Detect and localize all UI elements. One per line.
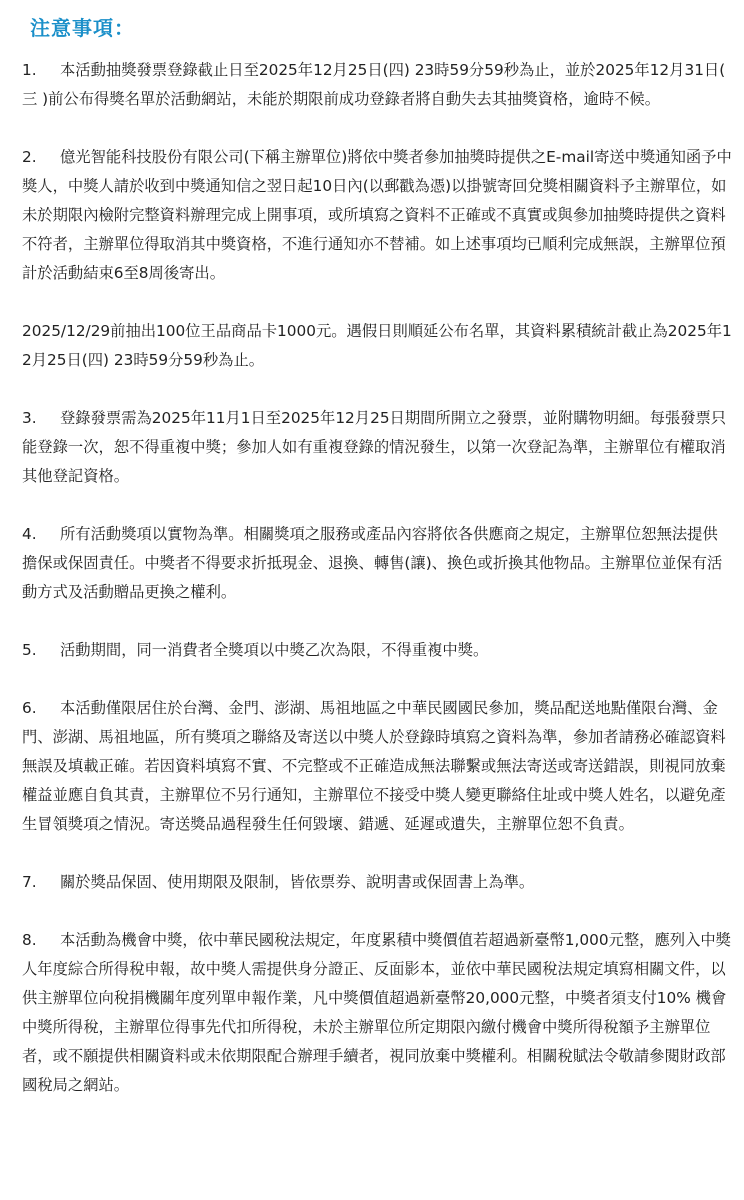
item-number: 8. (22, 931, 37, 949)
notice-item-2 (22, 143, 732, 288)
notice-item-4 (22, 520, 732, 607)
notice-item-7 (22, 868, 732, 897)
notice-list (22, 56, 732, 1129)
item-number: 5. (22, 641, 37, 659)
item-text: 2025/12/29前抽出100位王品商品卡1000元。遇假日則順延公布名單，其資料累積統計截止為2025年12月25日(四) 23時59分59秒為止。 (22, 322, 732, 369)
item-text: 本活動抽獎發票登錄截止日至2025年12月25日(四) 23時59分59秒為止，並於2025年12月31日( 三 )前公布得獎名單於活動網站，未能於期限前成功登錄者將自動失去其抽獎資格，逾時不候。 (22, 61, 726, 108)
notice-item-3 (22, 404, 732, 491)
notice-item-6 (22, 694, 732, 839)
notice-heading: 注意事項： (30, 16, 135, 40)
notice-item-5 (22, 636, 732, 665)
notice-item-1 (22, 56, 732, 114)
item-text: 本活動僅限居住於台灣、金門、澎湖、馬祖地區之中華民國國民參加，獎品配送地點僅限台灣、金門、澎湖、馬祖地區，所有獎項之聯絡及寄送以中獎人於登錄時填寫之資料為準，參加者請務必確認資料無誤及填載正確。若因資料填寫不實、不完整或不正確造成無法聯繫或無法寄送或寄送錯誤，則視同放棄權益並應自負其責，主辦單位不另行通知，主辦單位不接受中獎人變更聯絡住址或中獎人姓名，以避免產生冒領獎項之情況。寄送獎品過程發生任何毀壞、錯遞、延遲或遺失，主辦單位恕不負責。 (22, 699, 726, 833)
item-number: 6. (22, 699, 37, 717)
item-text: 本活動為機會中獎，依中華民國稅法規定，年度累積中獎價值若超過新臺幣1,000元整，應列入中獎人年度綜合所得稅申報，故中獎人需提供身分證正、反面影本，並依中華民國稅法規定填寫相關文件，以供主辦單位向稅捐機關年度列單申報作業，凡中獎價值超過新臺幣20,000元整，中獎者須支付10% 機會中獎所得稅，主辦單位得事先代扣所得稅，未於主辦單位所定期限內繳付機會中獎所得稅額予主辦單位者，或不願提供相關資料或未依期限配合辦理手續者，視同放棄中獎權利。相關稅賦法令敬請參閱財政部國稅局之網站。 (22, 931, 731, 1094)
item-text: 所有活動獎項以實物為準。相關獎項之服務或產品內容將依各供應商之規定，主辦單位恕無法提供擔保或保固責任。中獎者不得要求折抵現金、退換、轉售(讓)、換色或折換其他物品。主辦單位並保有活動方式及活動贈品更換之權利。 (22, 525, 723, 601)
item-number: 3. (22, 409, 37, 427)
item-number: 4. (22, 525, 37, 543)
item-number: 7. (22, 873, 37, 891)
item-text: 億光智能科技股份有限公司(下稱主辦單位)將依中獎者參加抽獎時提供之E-mail寄送中獎通知函予中獎人，中獎人請於收到中獎通知信之翌日起10日內(以郵戳為憑)以掛號寄回兌獎相關資料予主辦單位，如未於期限內檢附完整資料辦理完成上開事項，或所填寫之資料不正確或不真實或與參加抽獎時提供之資料不符者，主辦單位得取消其中獎資格，不進行通知亦不替補。如上述事項均已順利完成無誤，主辦單位預計於活動結束6至8周後寄出。 (22, 148, 732, 282)
item-number: 1. (22, 61, 37, 79)
item-text: 活動期間，同一消費者全獎項以中獎乙次為限，不得重複中獎。 (60, 641, 489, 659)
item-number: 2. (22, 148, 37, 166)
notice-draw-note (22, 317, 732, 375)
item-text: 關於獎品保固、使用期限及限制，皆依票券、說明書或保固書上為準。 (60, 873, 535, 891)
notice-item-8 (22, 926, 732, 1100)
item-text: 登錄發票需為2025年11月1日至2025年12月25日期間所開立之發票，並附購物明細。每張發票只能登錄一次，恕不得重複中獎；參加人如有重複登錄的情況發生，以第一次登記為準，主辦單位有權取消其他登記資格。 (22, 409, 727, 485)
